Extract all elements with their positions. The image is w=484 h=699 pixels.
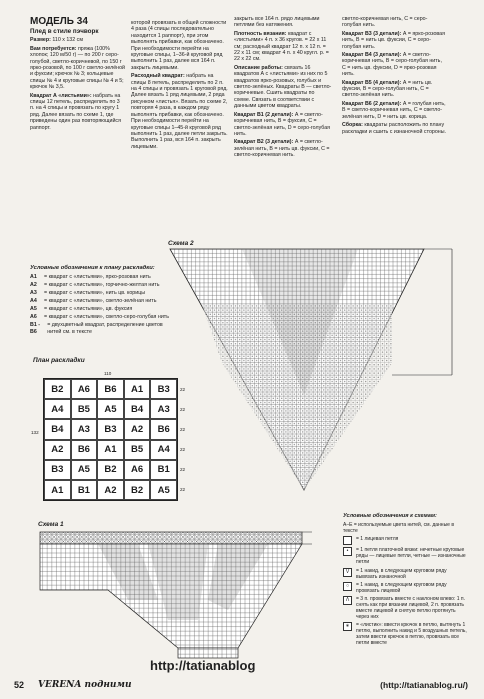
- plan-cell: B2: [124, 480, 151, 500]
- text-column-1: [30, 16, 125, 133]
- plan-side-size: 132: [31, 430, 39, 435]
- plan-cell: B6: [97, 379, 124, 399]
- square-a-paragraph: Квадрат А «листьями»: набрать на спицы 12 петель, распределить по 3 п. на 4 спицы и провязать по кругу 1 ряд. Далее вязать по схеме 1, где приведены один раз повторяющийся раппорт.: [30, 92, 121, 131]
- legend-item: A1 = квадрат с «листьями», ярко-розовая нить: [30, 274, 151, 281]
- garter-stitch-icon: •: [343, 547, 352, 556]
- plan-cell: A4: [44, 399, 71, 419]
- plan-cell: B6: [150, 419, 177, 439]
- plan-row-size: 22: [180, 487, 186, 492]
- yarn-over-purl-icon: V: [343, 568, 352, 577]
- square-b5-paragraph: Квадрат В5 (4 детали): А = нить цв. фуксии, В = серо-голубая нить, С = светло-зелёная нить.: [342, 79, 433, 99]
- plan-cell: B3: [97, 419, 124, 439]
- plan-cell: B2: [44, 379, 71, 399]
- legend-item: A3 = квадрат с «листьями», нить цв. корицы: [30, 290, 146, 297]
- scheme-2-label: Схема 2: [168, 240, 194, 247]
- square-b2-paragraph: Квадрат В2 (3 детали): А = светло-зелёная нить, В = нить цв. фуксии, С = светло-коричневая нить.: [234, 139, 330, 159]
- plan-cell: A5: [71, 460, 98, 480]
- plan-cell: B4: [124, 399, 151, 419]
- plan-top-size: 110: [104, 371, 112, 376]
- density-paragraph: Плотность вязания: квадрат с «листьями» 4 п. х 36 кругов. = 22 х 11 см; расходный квадрат 12 п. х 12 п. = 22 х 11 см; квадрат 4 п. х 40 кругл. р. = 22 х 22 см.: [234, 30, 329, 63]
- col3-paragraph-1: закрыть все 164 п. рядо лицевыми петлями без натяжения.: [234, 16, 320, 29]
- plan-cell: A3: [71, 419, 98, 439]
- plan-cell: A5: [97, 399, 124, 419]
- layout-legend: [30, 265, 170, 337]
- plan-title: План раскладки: [33, 357, 85, 364]
- scheme-2-chart: [162, 245, 458, 500]
- square-b6-paragraph: Квадрат В6 (2 детали): А = голубая нить, В = светло-коричневая нить, С = светло-зелёная нить, D = нить цв. корица.: [342, 100, 446, 120]
- symbols-legend-title: Условные обозначения к схемам:: [343, 513, 437, 519]
- watermark-url: http://tatianablog: [150, 658, 256, 673]
- plan-cell: A2: [124, 419, 151, 439]
- plan-cell: B5: [124, 440, 151, 460]
- plan-cell: A1: [44, 480, 71, 500]
- symbol-item: • = 1 петля платочной вязки: нечетные круговые ряды — лицевые петли, четные — изнаночные петли: [343, 547, 469, 565]
- square-b3-paragraph: Квадрат В3 (3 детали): А = ярко-розовая нить, В = нить цв. фуксии, С = серо-голубая нить.: [342, 30, 445, 50]
- layout-legend-title: Условные обозначения к плану раскладки:: [30, 265, 155, 271]
- plan-cell: B3: [44, 460, 71, 480]
- plan-cell: B3: [150, 379, 177, 399]
- plan-row-size: 22: [180, 427, 186, 432]
- size-paragraph: Размер: 110 х 132 см: [30, 37, 83, 44]
- plan-cell: A5: [150, 480, 177, 500]
- symbol-item: А–Е = используемые цвета нитей, см. данные в тексте: [343, 522, 454, 534]
- square-b1-paragraph: Квадрат В1 (2 детали): А = светло-коричневая нить, В = фуксия, С = светло-зелёная нить, D = серо-голубая нить.: [234, 111, 331, 137]
- plan-cell: A1: [124, 379, 151, 399]
- legend-item: A5 = квадрат с «листьями», цв. фуксия: [30, 306, 133, 313]
- watermark-url-right: (http://tatianablog.ru/): [380, 680, 468, 690]
- legend-item: B1 - B6 = двухцветный квадрат, распределение цветов нитей см. в тексте: [30, 322, 163, 335]
- plan-cell: B6: [71, 440, 98, 460]
- decrease-left-icon: Λ: [343, 596, 352, 605]
- model-subtitle: Плед в стиле пэчворк: [30, 28, 99, 35]
- col2-paragraph-1: которой провязать в общей сложности 4 раза (4 спицы последовательно находится 1 раппорт), при этом выполнять прибавки, как обозначено. При необходимости перейти на круговые спицы, 1–36-й круговой ряд выполнить 1 раз, далее вся 164 п. закрыть лицевыми.: [131, 20, 227, 71]
- layout-plan-grid: [43, 378, 178, 501]
- plan-row-size: 22: [180, 467, 186, 472]
- needs-paragraph: Вам потребуется: пряжа (100% хлопок; 120 м/50 г) — по 200 г серо-голубой, светло-коричневой, по 150 г ярко-розовой, по 100 г светло-зелёной и фуксии; крючок № 3; кольцевые спицы № 4 и круговые спицы № 4 и 5; крючок № 3,5.: [30, 45, 125, 91]
- symbol-item: Λ = 3 п. провязать вместе с наклоном влево: 1 п. снять как при вязании лицевой, 2 п. провязать вместе лицевой и снятую петлю протянуть через них: [343, 596, 469, 620]
- plan-cell: B1: [150, 460, 177, 480]
- text-column-4: [342, 16, 446, 137]
- plan-cell: A6: [71, 379, 98, 399]
- scheme-1-chart: [38, 530, 334, 670]
- yarn-over-knit-icon: ○: [343, 582, 352, 591]
- plan-cell: B4: [44, 419, 71, 439]
- model-title: МОДЕЛЬ 34: [30, 16, 88, 27]
- plan-cell: A3: [150, 399, 177, 419]
- plan-cell: A2: [44, 440, 71, 460]
- legend-item: A6 = квадрат с «листьями», светло-серо-голубая нить: [30, 314, 169, 321]
- plan-cell: B5: [71, 399, 98, 419]
- plan-row-size: 22: [180, 407, 186, 412]
- leaf-stitch-icon: ∗: [343, 622, 352, 631]
- symbols-legend: [343, 513, 469, 648]
- text-column-2: [131, 20, 228, 152]
- square-b4-paragraph: Квадрат В4 (3 детали): А = светло-коричневая нить, В = серо-голубая нить, С = нить цв. фуксии, D = ярко-розовая нить.: [342, 52, 442, 78]
- assembly-paragraph: Сборка: квадраты расположить по плану раскладки и сшить с изнаночной стороны.: [342, 122, 446, 135]
- plan-cell: B2: [97, 460, 124, 480]
- plan-row-size: 22: [180, 387, 186, 392]
- legend-item: A4 = квадрат с «листьями», светло-зелёная нить: [30, 298, 157, 305]
- legend-item: A2 = квадрат с «листьями», горчично-желтая нить: [30, 282, 160, 289]
- col2-paragraph-2: Расходный квадрат: набрать на спицы 8 петель, распределить по 2 п. на 4 спицы и провязать 1 круговой ряд. Далее вязать 1 ряд лицевыми, 2 ряда рисунком «листья». Вязать по схеме 2, повторяя 4 раза, в каждом ряду выполнять прибавки, как обозначено. При необходимости перейти на круговые спицы 1–45-й круговой ряд выполнить 1 раз, далее петли закрыть. Выполнить 1 раз, вся 164 п. закрыть лицевыми.: [131, 73, 228, 150]
- symbol-item: ∗ = «листик»: ввести крючок в петлю, вытянуть 1 петлю, выполнить накид и 5 воздушных петель, затем ввести крючок в петлю, провязать все петли вместе: [343, 622, 469, 646]
- col4-paragraph-1: светло-коричневая нить, С = серо-голубая нить.: [342, 16, 428, 29]
- page-number: 52: [14, 680, 25, 690]
- knit-stitch-icon: [343, 536, 352, 545]
- symbol-item: V = 1 накид, в следующем круговом ряду вывязать изнаночной: [343, 568, 469, 580]
- plan-cell: A1: [97, 440, 124, 460]
- plan-cell: A2: [97, 480, 124, 500]
- plan-cell: B1: [71, 480, 98, 500]
- plan-row-size: 22: [180, 447, 186, 452]
- description-paragraph: Описание работы: связать 16 квадратов А с «листьями» из них по 5 квадратов ярко-розовых, голубых и светло-зелёных. Квадраты В — светло-коричневые. Сшить квадраты по схеме. Связать в соответствии с данными цветом квадраты.: [234, 64, 332, 110]
- scheme-1-label: Схема 1: [38, 521, 64, 528]
- plan-cell: A4: [150, 440, 177, 460]
- symbol-item: = 1 лицевая петля: [343, 536, 469, 545]
- text-column-3: [234, 16, 332, 161]
- magazine-brand: VERENA подними: [38, 680, 132, 690]
- symbol-item: ○ = 1 накид, в следующем круговом ряду провязать лицевой: [343, 582, 469, 594]
- plan-cell: A6: [124, 460, 151, 480]
